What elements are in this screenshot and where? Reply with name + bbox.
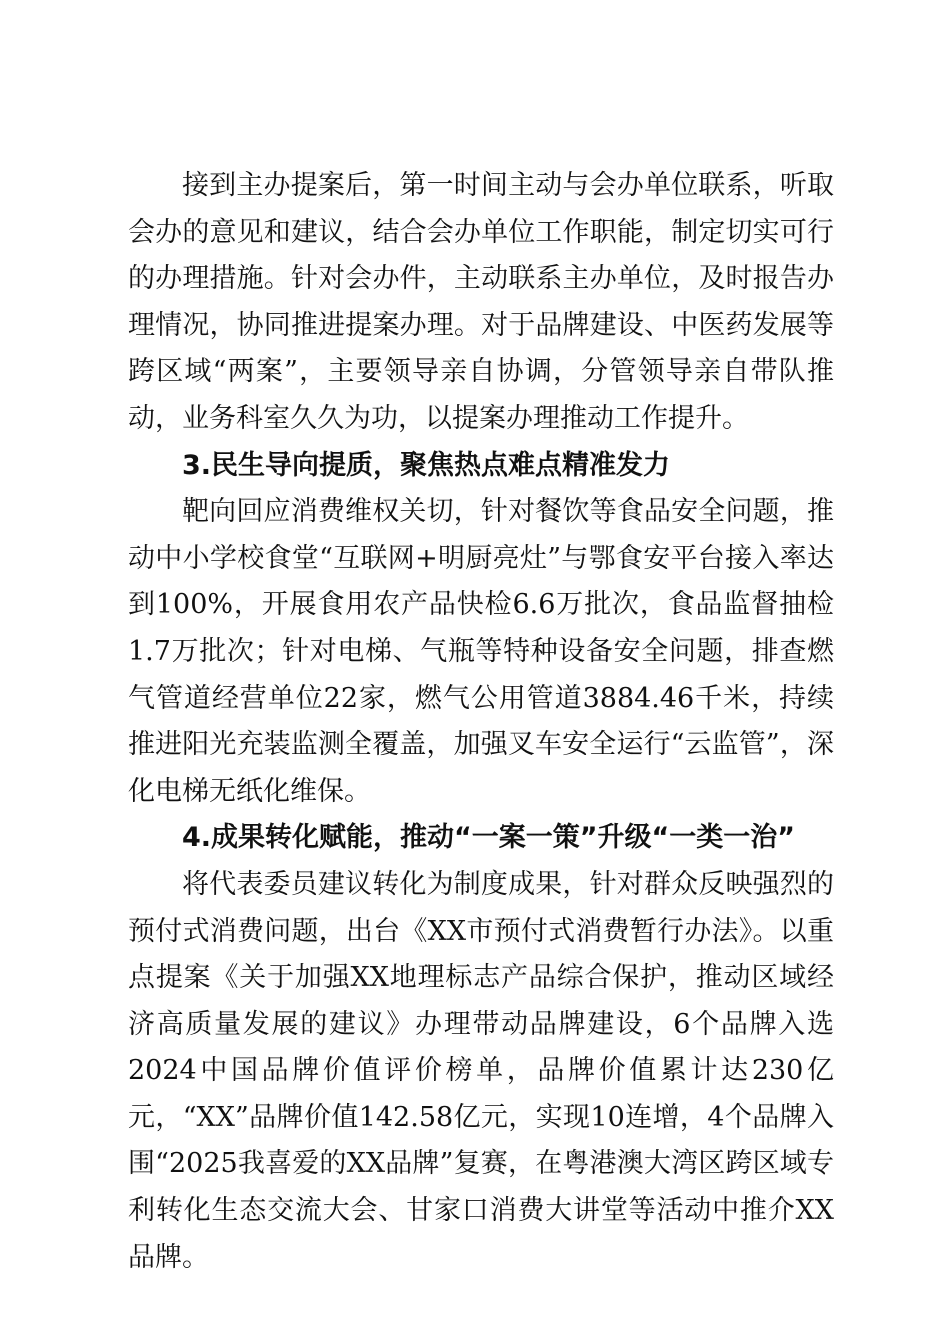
paragraph-coordination: 接到主办提案后，第一时间主动与会办单位联系，听取会办的意见和建议，结合会办单位工作职能，制定切实可行的办理措施。针对会办件，主动联系主办单位，及时报告办理情况，协同推进提案办理。对于品牌建设、中医药发展等跨区域“两案”，主要领导亲自协调，分管领导亲自带队推动，业务科室久久为功，以提案办理推动工作提升。 (128, 170, 834, 434)
paragraph-livelihood: 靶向回应消费维权关切，针对餐饮等食品安全问题，推动中小学校食堂“互联网+明厨亮灶”与鄂食安平台接入率达到100%，开展食用农产品快检6.6万批次，食品监督抽检1.7万批次；针对电梯、气瓶等特种设备安全问题，排查燃气管道经营单位22家，燃气公用管道3884.46千米，持续推进阳光充装监测全覆盖，加强叉车安全运行“云监管”，深化电梯无纸化维保。 (128, 496, 834, 807)
section-heading-4: 4.成果转化赋能，推动“一案一策”升级“一类一治” (182, 822, 796, 854)
document-body (128, 163, 834, 1281)
paragraph-achievements: 将代表委员建议转化为制度成果，针对群众反映强烈的预付式消费问题，出台《XX市预付式消费暂行办法》。以重点提案《关于加强XX地理标志产品综合保护，推动区域经济高质量发展的建议》办理带动品牌建设，6个品牌入选2024中国品牌价值评价榜单，品牌价值累计达230亿元，“XX”品牌价值142.58亿元，实现10连增，4个品牌入围“2025我喜爱的XX品牌”复赛，在粤港澳大湾区跨区域专利转化生态交流大会、甘家口消费大讲堂等活动中推介XX品牌。 (128, 868, 834, 1273)
section-heading-3: 3.民生导向提质，聚焦热点难点精准发力 (182, 449, 671, 481)
